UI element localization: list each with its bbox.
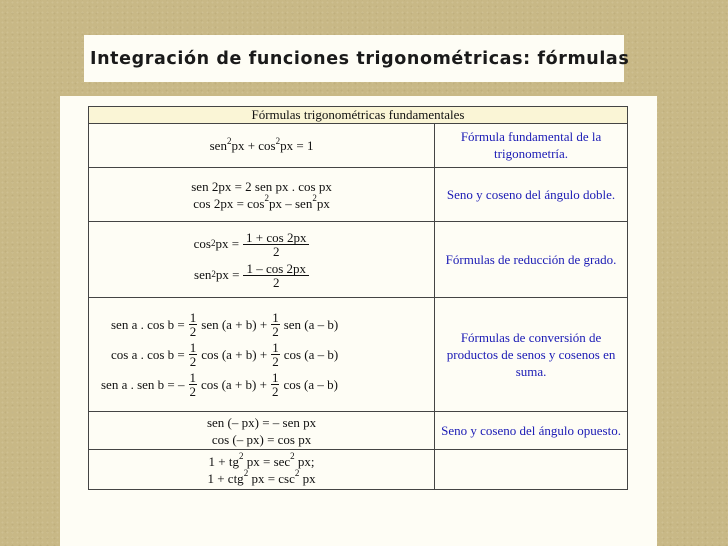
table-row xyxy=(89,450,628,490)
formula-cell xyxy=(89,222,435,298)
table-row xyxy=(89,124,628,168)
formula-cell xyxy=(89,450,435,490)
formula-line: sen 2px = 2 sen px . cos px xyxy=(191,178,332,194)
formula-line: 1 + ctg$^2$ px = $\csc^2$ px xyxy=(207,468,316,486)
product-formula: sen a . sen b = – $\frac{1}{2}$ cos (a + b) + $\frac{1}{2}$ cos (a – b) xyxy=(101,370,338,399)
formula-cell xyxy=(89,168,435,222)
table-row xyxy=(89,222,628,298)
formula-table xyxy=(88,106,628,490)
formula-cell xyxy=(89,124,435,168)
description-cell: Seno y coseno del ángulo doble. xyxy=(435,168,628,222)
formula-line: sen (– px) = – sen px xyxy=(206,414,317,430)
description-cell: Fórmulas de reducción de grado. xyxy=(435,222,628,298)
formula-cell xyxy=(89,412,435,450)
reduction-formula-sen: sen $^2$ px = $\frac{1 - \cos 2px}{2}$ xyxy=(194,262,309,289)
table-row xyxy=(89,412,628,450)
product-formula: sen a . cos b = $\frac{1}{2}$ sen (a + b) + $\frac{1}{2}$ sen (a – b) xyxy=(111,310,339,339)
description-cell: Seno y coseno del ángulo opuesto. xyxy=(435,412,628,450)
table-row xyxy=(89,298,628,412)
content-panel xyxy=(60,96,657,546)
description-cell: Fórmulas de conversión de productos de senos y cosenos en suma. xyxy=(435,298,628,412)
table-row xyxy=(89,168,628,222)
formula-line: $sen^2px + \cos^2px = 1$ xyxy=(209,135,314,153)
description-cell: Fórmula fundamental de la trigonometría. xyxy=(435,124,628,168)
table-header-row xyxy=(89,107,628,124)
table-header: Fórmulas trigonométricas fundamentales xyxy=(89,107,628,124)
formula-cell xyxy=(89,298,435,412)
reduction-formula-cos: cos $^2$ px = $\frac{1 + \cos 2px}{2}$ xyxy=(194,231,310,258)
formula-line: cos (– px) = cos px xyxy=(211,431,312,447)
page-title: Integración de funciones trigonométricas: fórmulas xyxy=(90,48,630,69)
title-bar xyxy=(84,35,630,82)
formula-line: $\cos 2px = \cos^2px - sen^2px$ xyxy=(193,193,330,211)
product-formula: cos a . cos b = $\frac{1}{2}$ cos (a + b) + $\frac{1}{2}$ cos (a – b) xyxy=(111,340,339,369)
description-cell xyxy=(435,450,628,490)
formula-line: $1 + tg^2$ px = $\sec^2$ px; xyxy=(208,451,315,469)
